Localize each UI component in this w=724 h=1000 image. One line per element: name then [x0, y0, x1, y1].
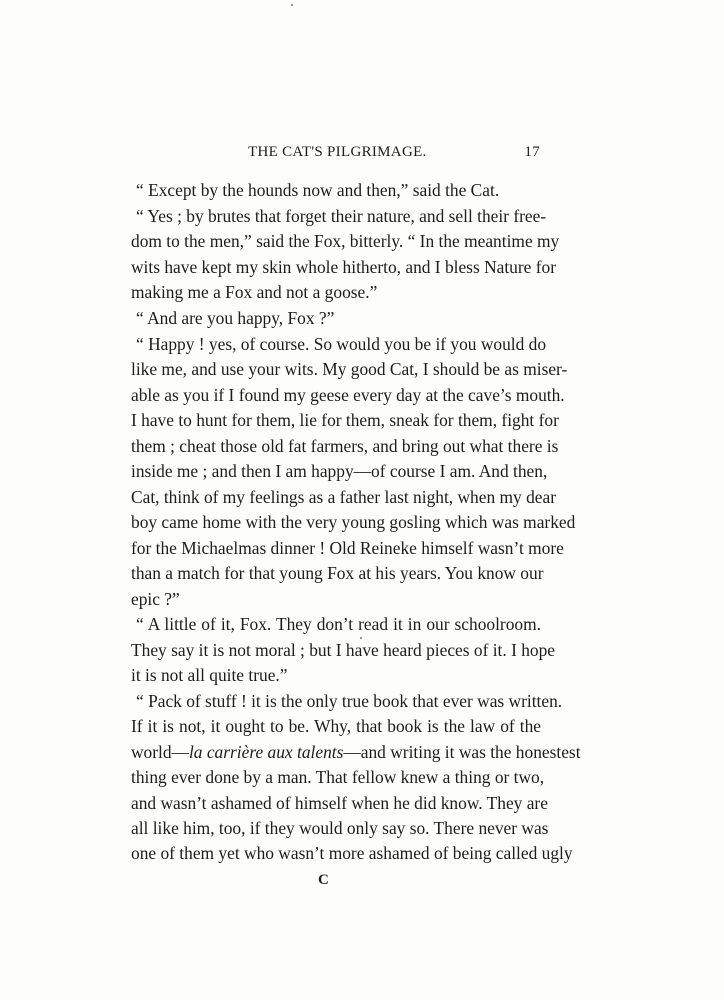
text-line-13: Cat, think of my feelings as a father last night, when my dear [131, 487, 556, 507]
text-line-14: boy came home with the very young gosling which was marked [131, 512, 576, 532]
running-title: THE CAT'S PILGRIMAGE. [248, 144, 427, 160]
text-line-19: They say it is not moral ; but I have heard pieces of it. I hope [131, 640, 556, 660]
text-line-21: “ Pack of stuff ! it is the only true book that ever was written. [136, 691, 563, 711]
text-line-8: like me, and use your wits. My good Cat, I should be as miser- [131, 359, 568, 379]
page-number: 17 [524, 144, 540, 160]
text-line-26: all like him, too, if they would only say so. There never was [131, 818, 549, 838]
text-line-23-before: world— [131, 742, 189, 762]
signature-mark: C [318, 872, 329, 888]
text-line-25: and wasn’t ashamed of himself when he did know. They are [131, 793, 548, 813]
text-line-11: them ; cheat those old fat farmers, and bring out what there is [131, 436, 559, 456]
text-line-1: “ Except by the hounds now and then,” said the Cat. [136, 180, 500, 200]
text-line-23-after: —and writing it was the honestest [343, 742, 581, 762]
text-line-24: thing ever done by a man. That fellow knew a thing or two, [131, 767, 545, 787]
running-head [130, 144, 540, 164]
text-line-10: I have to hunt for them, lie for them, sneak for them, fight for [131, 410, 559, 430]
italic-phrase: la carrière aux talents [188, 742, 344, 762]
text-line-5: making me a Fox and not a goose.” [131, 282, 378, 302]
text-line-20: it is not all quite true.” [131, 665, 288, 685]
text-line-7: “ Happy ! yes, of course. So would you be if you would do [136, 334, 547, 354]
text-line-27: one of them yet who wasn’t more ashamed of being called ugly [131, 843, 573, 863]
text-line-23 [131, 741, 581, 763]
text-line-2: “ Yes ; by brutes that forget their nature, and sell their free- [136, 206, 547, 226]
text-line-4: wits have kept my skin whole hitherto, and I bless Nature for [131, 257, 557, 277]
text-line-16: than a match for that young Fox at his years. You know our [131, 563, 544, 583]
text-line-9: able as you if I found my geese every day at the cave’s mouth. [131, 385, 565, 405]
text-line-22: If it is not, it ought to be. Why, that book is the law of the [131, 716, 541, 736]
text-line-3: dom to the men,” said the Fox, bitterly. “ In the meantime my [131, 231, 560, 251]
text-line-12: inside me ; and then I am happy—of course I am. And then, [131, 461, 548, 481]
text-line-17: epic ?” [131, 589, 180, 609]
paper-speck [360, 637, 362, 639]
text-line-15: for the Michaelmas dinner ! Old Reineke himself wasn’t more [131, 538, 564, 558]
paper-speck [291, 4, 293, 6]
text-line-6: “ And are you happy, Fox ?” [136, 308, 335, 328]
text-line-18: “ A little of it, Fox. They don’t read it in our schoolroom. [136, 614, 541, 634]
